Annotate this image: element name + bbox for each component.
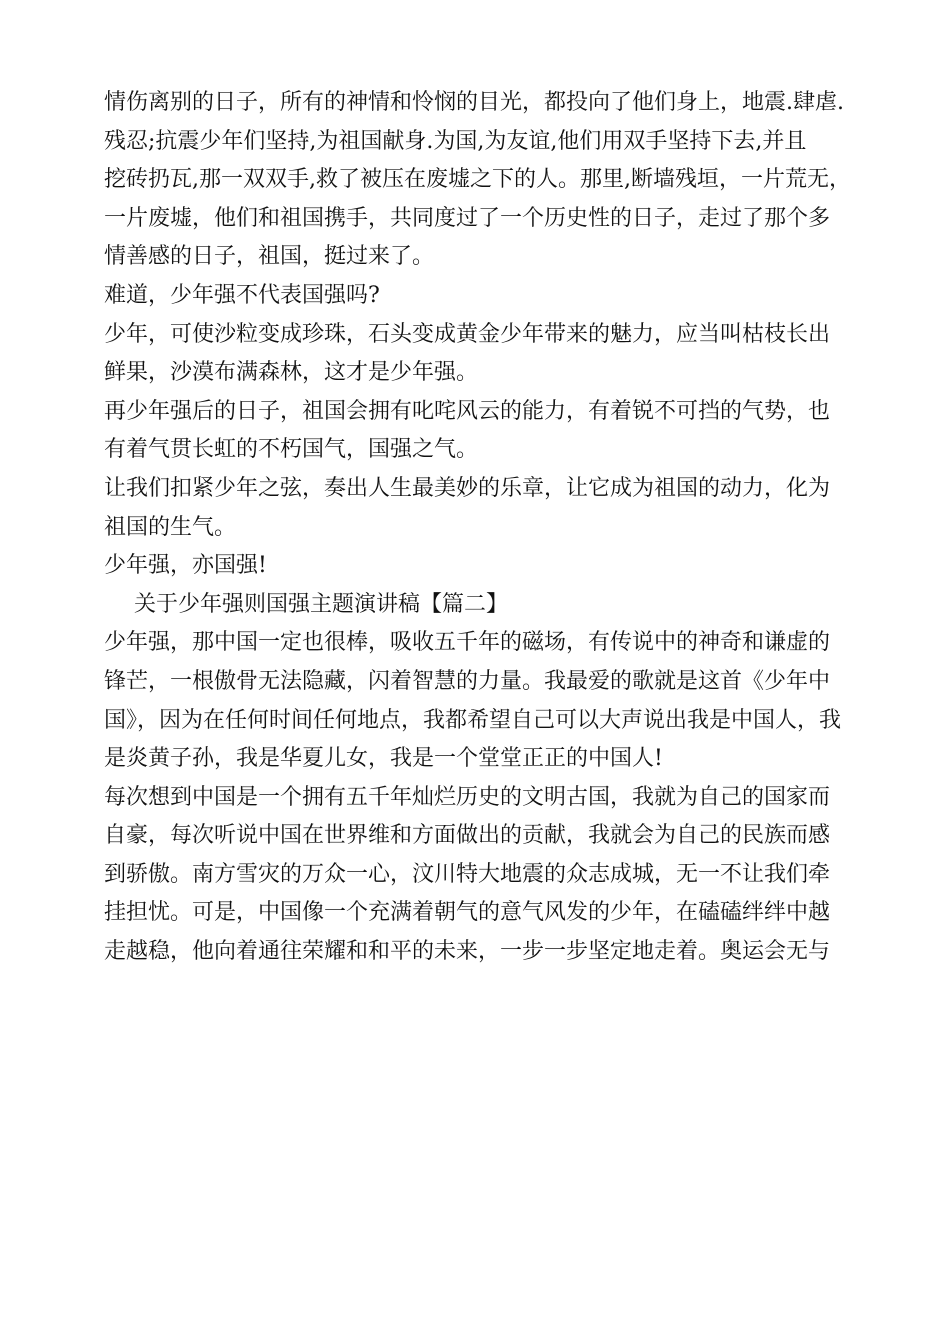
text-line: 难道，少年强不代表国强吗? xyxy=(104,282,380,308)
section-heading: 关于少年强则国强主题演讲稿【篇二】 xyxy=(134,591,509,617)
text-line: 有着气贯长虹的不朽国气，国强之气。 xyxy=(104,437,479,463)
text-line: 挂担忧。可是，中国像一个充满着朝气的意气风发的少年，在磕磕绊绊中越 xyxy=(104,900,831,926)
text-line: 让我们扣紧少年之弦，奏出人生最美妙的乐章，让它成为祖国的动力，化为 xyxy=(104,475,831,501)
text-line: 再少年强后的日子，祖国会拥有叱咤风云的能力，有着锐不可挡的气势，也 xyxy=(104,398,831,424)
text-line: 挖砖扔瓦,那一双双手,救了被压在废墟之下的人。那里,断墙残垣，一片荒无， xyxy=(104,167,851,193)
text-line: 情善感的日子，祖国，挺过来了。 xyxy=(104,244,435,270)
text-line: 少年强，那中国一定也很棒，吸收五千年的磁场，有传说中的神奇和谦虚的 xyxy=(104,630,831,656)
text-line: 到骄傲。南方雪灾的万众一心，汶川特大地震的众志成城，无一不让我们牵 xyxy=(104,861,831,887)
text-line: 情伤离别的日子，所有的神情和怜悯的目光，都投向了他们身上，地震.肆虐. xyxy=(104,90,844,115)
text-line: 每次想到中国是一个拥有五千年灿烂历史的文明古国，我就为自己的国家而 xyxy=(104,784,831,810)
document-body xyxy=(104,84,854,972)
text-line: 是炎黄子孙，我是华夏儿女，我是一个堂堂正正的中国人! xyxy=(104,746,663,772)
text-line: 国》，因为在任何时间任何地点，我都希望自己可以大声说出我是中国人，我 xyxy=(104,707,842,733)
text-line: 残忍;抗震少年们坚持,为祖国献身.为国,为友谊,他们用双手坚持下去,并且 xyxy=(104,128,807,154)
text-line: 一片废墟，他们和祖国携手，共同度过了一个历史性的日子，走过了那个多 xyxy=(104,205,831,231)
text-line: 少年，可使沙粒变成珍珠，石头变成黄金少年带来的魅力，应当叫枯枝长出 xyxy=(104,321,831,347)
text-line: 鲜果，沙漠布满森林，这才是少年强。 xyxy=(104,360,479,386)
text-line: 祖国的生气。 xyxy=(104,514,237,540)
text-line: 少年强，亦国强! xyxy=(104,553,267,579)
text-line: 走越稳，他向着通往荣耀和和平的未来，一步一步坚定地走着。奥运会无与 xyxy=(104,939,831,965)
text-line: 自豪，每次听说中国在世界维和方面做出的贡献，我就会为自己的民族而感 xyxy=(104,823,831,849)
text-line: 锋芒，一根傲骨无法隐藏，闪着智慧的力量。我最爱的歌就是这首《少年中 xyxy=(104,668,831,694)
